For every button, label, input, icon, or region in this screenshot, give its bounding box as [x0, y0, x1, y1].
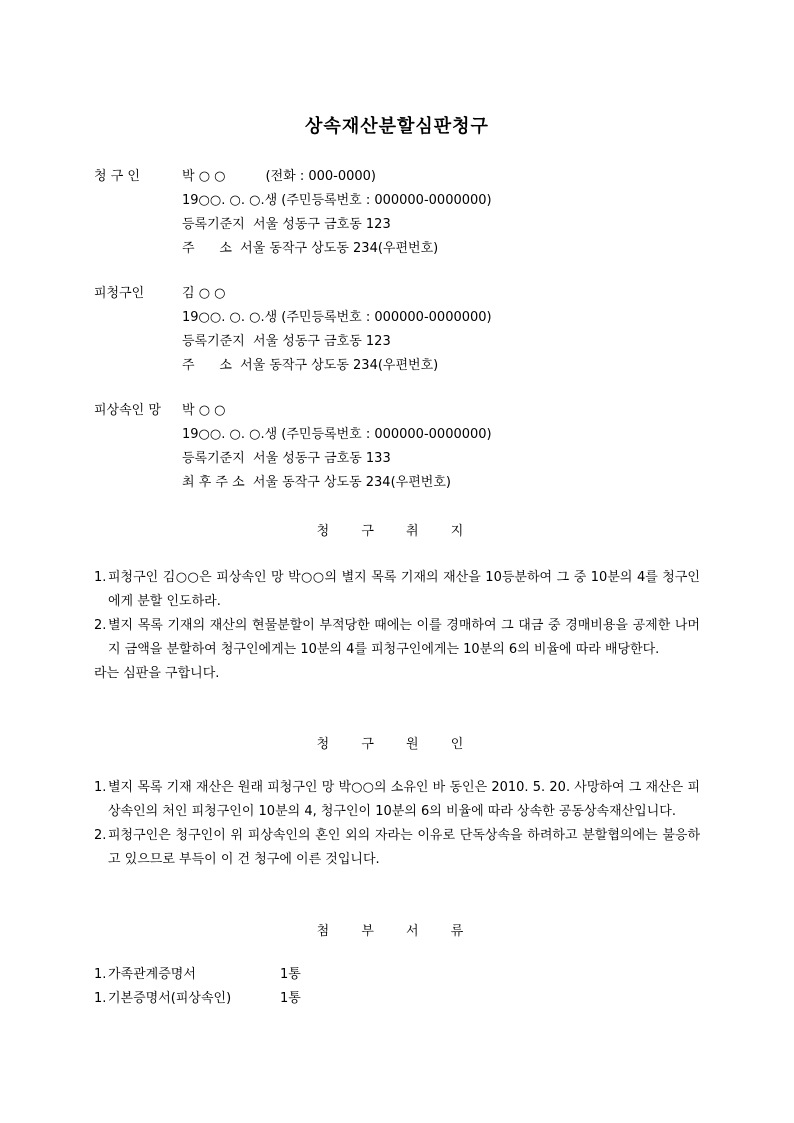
- attachment-name: 가족관계증명서: [108, 967, 196, 982]
- cause-item: [94, 824, 700, 872]
- deceased-birth: 19○○. ○. ○.생 (주민등록번호 : 000000-0000000): [182, 427, 492, 442]
- respondent-address: 주 소 서울 동작구 상도동 234(우편번호): [182, 358, 439, 373]
- respondent-label: 피청구인: [94, 286, 145, 301]
- claimant-address: 주 소 서울 동작구 상도동 234(우편번호): [182, 241, 439, 256]
- cause-section: [94, 776, 700, 872]
- respondent-name: 김 ○ ○: [182, 286, 226, 301]
- purpose-closing: 라는 심판을 구합니다.: [94, 666, 220, 681]
- deceased-name: 박 ○ ○: [182, 403, 226, 418]
- attachment-item: [94, 987, 700, 1011]
- attachment-count: 1통: [280, 991, 301, 1006]
- purpose-item: [94, 614, 700, 662]
- attachment-number: 1.: [94, 991, 107, 1006]
- claimant-name: 박 ○ ○: [182, 169, 226, 184]
- deceased-address: 최 후 주 소 서울 동작구 상도동 234(우편번호): [182, 475, 451, 490]
- cause-item-text: 피청구인은 청구인이 위 피상속인의 혼인 외의 자라는 이유로 단독상속을 하려하고 분할협의에는 불응하고 있으므로 부득이 이 건 청구에 이른 것입니다.: [108, 828, 700, 867]
- purpose-item-text: 피청구인 김○○은 피상속인 망 박○○의 별지 목록 기재의 재산을 10등분하여 그 중 10분의 4를 청구인에게 분할 인도하라.: [108, 570, 700, 609]
- respondent-birth: 19○○. ○. ○.생 (주민등록번호 : 000000-0000000): [182, 310, 492, 325]
- attachments-heading: 첨 부 서 류: [316, 924, 478, 939]
- claimant-label: 청 구 인: [94, 169, 140, 184]
- attachment-item: [94, 963, 700, 987]
- deceased-block: [94, 399, 714, 495]
- document-title: 상속재산분할심판청구: [305, 116, 489, 137]
- claimant-domicile: 등록기준지 서울 성동구 금호동 123: [182, 217, 391, 232]
- purpose-item-number: 1.: [94, 570, 107, 585]
- respondent-domicile: 등록기준지 서울 성동구 금호동 123: [182, 334, 391, 349]
- claimant-birth: 19○○. ○. ○.생 (주민등록번호 : 000000-0000000): [182, 193, 492, 208]
- purpose-item-number: 2.: [94, 618, 107, 633]
- cause-item-text: 별지 목록 기재 재산은 원래 피청구인 망 박○○의 소유인 바 동인은 2010. 5. 20. 사망하여 그 재산은 피상속인의 처인 피청구인이 10분의 4, 청구인이 10분의 6의 비율에 따라 상속한 공동상속재산입니다.: [108, 780, 700, 819]
- deceased-domicile: 등록기준지 서울 성동구 금호동 133: [182, 451, 391, 466]
- purpose-heading: 청 구 취 지: [316, 524, 478, 539]
- respondent-block: [94, 282, 714, 378]
- attachment-number: 1.: [94, 967, 107, 982]
- attachments-list: [94, 963, 700, 1011]
- cause-item-number: 2.: [94, 828, 107, 843]
- deceased-label: 피상속인 망: [94, 403, 161, 418]
- purpose-item: [94, 566, 700, 614]
- claimant-block: [94, 165, 714, 261]
- attachment-count: 1통: [280, 967, 301, 982]
- attachment-name: 기본증명서(피상속인): [108, 991, 232, 1006]
- claimant-phone: (전화 : 000-0000): [265, 169, 377, 184]
- cause-item-number: 1.: [94, 780, 107, 795]
- cause-heading: 청 구 원 인: [316, 737, 478, 752]
- purpose-section: [94, 566, 700, 686]
- cause-item: [94, 776, 700, 824]
- purpose-item-text: 별지 목록 기재의 재산의 현물분할이 부적당한 때에는 이를 경매하여 그 대금 중 경매비용을 공제한 나머지 금액을 분할하여 청구인에게는 10분의 4를 피청구인에게는 10분의 6의 비율에 따라 배당한다.: [108, 618, 700, 657]
